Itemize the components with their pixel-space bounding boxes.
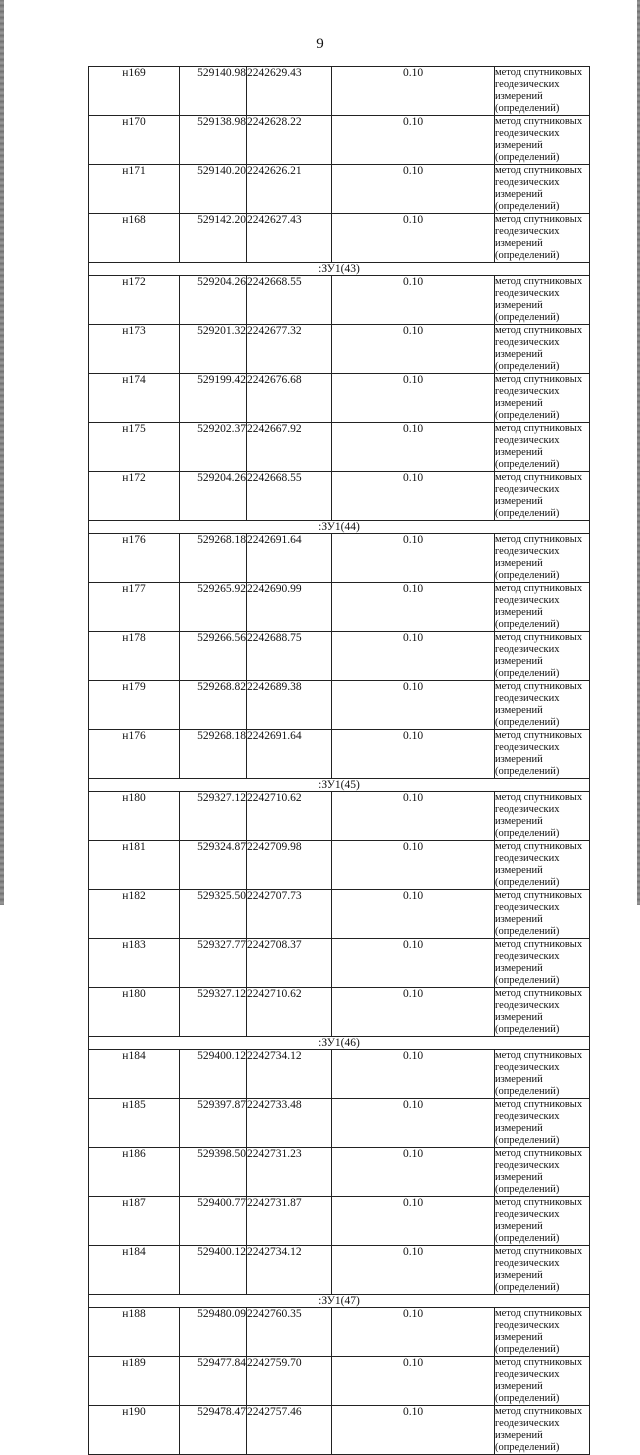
table-row xyxy=(89,681,590,730)
accuracy-cell: 0.10 xyxy=(332,890,495,939)
section-label: :ЗУ1(45) xyxy=(89,779,590,792)
x-coordinate-cell: 529265.92 xyxy=(180,583,247,632)
method-cell: метод спутниковых геодезических измерений (определений) xyxy=(495,1308,590,1357)
coordinates-table xyxy=(88,66,590,1455)
point-name-cell: н180 xyxy=(89,988,180,1037)
accuracy-cell: 0.10 xyxy=(332,792,495,841)
section-row xyxy=(89,521,590,534)
point-name-cell: н178 xyxy=(89,632,180,681)
table-row xyxy=(89,374,590,423)
y-coordinate-cell: 2242690.99 xyxy=(247,583,332,632)
y-coordinate-cell: 2242668.55 xyxy=(247,276,332,325)
table-row xyxy=(89,325,590,374)
table-row xyxy=(89,939,590,988)
table-row xyxy=(89,472,590,521)
point-name-cell: н186 xyxy=(89,1148,180,1197)
x-coordinate-cell: 529268.18 xyxy=(180,730,247,779)
y-coordinate-cell: 2242676.68 xyxy=(247,374,332,423)
accuracy-cell: 0.10 xyxy=(332,472,495,521)
section-row xyxy=(89,779,590,792)
method-cell: метод спутниковых геодезических измерений (определений) xyxy=(495,165,590,214)
x-coordinate-cell: 529327.12 xyxy=(180,988,247,1037)
point-name-cell: н188 xyxy=(89,1308,180,1357)
accuracy-cell: 0.10 xyxy=(332,681,495,730)
method-cell: метод спутниковых геодезических измерений (определений) xyxy=(495,276,590,325)
accuracy-cell: 0.10 xyxy=(332,423,495,472)
scan-edge-left xyxy=(0,0,4,905)
method-cell: метод спутниковых геодезических измерений (определений) xyxy=(495,325,590,374)
y-coordinate-cell: 2242734.12 xyxy=(247,1246,332,1295)
y-coordinate-cell: 2242691.64 xyxy=(247,730,332,779)
y-coordinate-cell: 2242667.92 xyxy=(247,423,332,472)
x-coordinate-cell: 529202.37 xyxy=(180,423,247,472)
x-coordinate-cell: 529324.87 xyxy=(180,841,247,890)
point-name-cell: н172 xyxy=(89,472,180,521)
point-name-cell: н168 xyxy=(89,214,180,263)
section-label: :ЗУ1(47) xyxy=(89,1295,590,1308)
x-coordinate-cell: 529268.82 xyxy=(180,681,247,730)
section-row xyxy=(89,263,590,276)
point-name-cell: н184 xyxy=(89,1246,180,1295)
accuracy-cell: 0.10 xyxy=(332,1357,495,1406)
point-name-cell: н189 xyxy=(89,1357,180,1406)
table-row xyxy=(89,214,590,263)
section-label: :ЗУ1(44) xyxy=(89,521,590,534)
accuracy-cell: 0.10 xyxy=(332,988,495,1037)
point-name-cell: н187 xyxy=(89,1197,180,1246)
point-name-cell: н171 xyxy=(89,165,180,214)
point-name-cell: н182 xyxy=(89,890,180,939)
x-coordinate-cell: 529142.20 xyxy=(180,214,247,263)
table-row xyxy=(89,534,590,583)
method-cell: метод спутниковых геодезических измерений (определений) xyxy=(495,472,590,521)
accuracy-cell: 0.10 xyxy=(332,1197,495,1246)
accuracy-cell: 0.10 xyxy=(332,1099,495,1148)
x-coordinate-cell: 529400.12 xyxy=(180,1050,247,1099)
y-coordinate-cell: 2242733.48 xyxy=(247,1099,332,1148)
y-coordinate-cell: 2242691.64 xyxy=(247,534,332,583)
point-name-cell: н176 xyxy=(89,534,180,583)
accuracy-cell: 0.10 xyxy=(332,1246,495,1295)
x-coordinate-cell: 529138.98 xyxy=(180,116,247,165)
table-row xyxy=(89,730,590,779)
accuracy-cell: 0.10 xyxy=(332,214,495,263)
point-name-cell: н177 xyxy=(89,583,180,632)
method-cell: метод спутниковых геодезических измерений (определений) xyxy=(495,988,590,1037)
method-cell: метод спутниковых геодезических измерений (определений) xyxy=(495,1050,590,1099)
accuracy-cell: 0.10 xyxy=(332,1406,495,1455)
accuracy-cell: 0.10 xyxy=(332,325,495,374)
method-cell: метод спутниковых геодезических измерений (определений) xyxy=(495,792,590,841)
table-row xyxy=(89,67,590,116)
method-cell: метод спутниковых геодезических измерений (определений) xyxy=(495,730,590,779)
x-coordinate-cell: 529478.47 xyxy=(180,1406,247,1455)
method-cell: метод спутниковых геодезических измерений (определений) xyxy=(495,583,590,632)
table-row xyxy=(89,632,590,681)
table-row xyxy=(89,423,590,472)
y-coordinate-cell: 2242710.62 xyxy=(247,792,332,841)
method-cell: метод спутниковых геодезических измерений (определений) xyxy=(495,1099,590,1148)
y-coordinate-cell: 2242628.22 xyxy=(247,116,332,165)
method-cell: метод спутниковых геодезических измерений (определений) xyxy=(495,1357,590,1406)
x-coordinate-cell: 529268.18 xyxy=(180,534,247,583)
x-coordinate-cell: 529266.56 xyxy=(180,632,247,681)
y-coordinate-cell: 2242677.32 xyxy=(247,325,332,374)
method-cell: метод спутниковых геодезических измерений (определений) xyxy=(495,632,590,681)
method-cell: метод спутниковых геодезических измерений (определений) xyxy=(495,1148,590,1197)
table-row xyxy=(89,583,590,632)
section-row xyxy=(89,1295,590,1308)
y-coordinate-cell: 2242759.70 xyxy=(247,1357,332,1406)
point-name-cell: н179 xyxy=(89,681,180,730)
point-name-cell: н181 xyxy=(89,841,180,890)
x-coordinate-cell: 529477.84 xyxy=(180,1357,247,1406)
accuracy-cell: 0.10 xyxy=(332,116,495,165)
y-coordinate-cell: 2242668.55 xyxy=(247,472,332,521)
x-coordinate-cell: 529327.77 xyxy=(180,939,247,988)
method-cell: метод спутниковых геодезических измерений (определений) xyxy=(495,214,590,263)
method-cell: метод спутниковых геодезических измерений (определений) xyxy=(495,841,590,890)
x-coordinate-cell: 529204.26 xyxy=(180,276,247,325)
x-coordinate-cell: 529325.50 xyxy=(180,890,247,939)
method-cell: метод спутниковых геодезических измерений (определений) xyxy=(495,534,590,583)
point-name-cell: н185 xyxy=(89,1099,180,1148)
y-coordinate-cell: 2242709.98 xyxy=(247,841,332,890)
point-name-cell: н183 xyxy=(89,939,180,988)
point-name-cell: н190 xyxy=(89,1406,180,1455)
point-name-cell: н173 xyxy=(89,325,180,374)
point-name-cell: н174 xyxy=(89,374,180,423)
y-coordinate-cell: 2242627.43 xyxy=(247,214,332,263)
accuracy-cell: 0.10 xyxy=(332,1148,495,1197)
table-row xyxy=(89,1148,590,1197)
method-cell: метод спутниковых геодезических измерений (определений) xyxy=(495,939,590,988)
accuracy-cell: 0.10 xyxy=(332,374,495,423)
method-cell: метод спутниковых геодезических измерений (определений) xyxy=(495,374,590,423)
y-coordinate-cell: 2242710.62 xyxy=(247,988,332,1037)
method-cell: метод спутниковых геодезических измерений (определений) xyxy=(495,67,590,116)
x-coordinate-cell: 529327.12 xyxy=(180,792,247,841)
table-row xyxy=(89,1099,590,1148)
x-coordinate-cell: 529201.32 xyxy=(180,325,247,374)
y-coordinate-cell: 2242707.73 xyxy=(247,890,332,939)
y-coordinate-cell: 2242626.21 xyxy=(247,165,332,214)
accuracy-cell: 0.10 xyxy=(332,67,495,116)
accuracy-cell: 0.10 xyxy=(332,276,495,325)
accuracy-cell: 0.10 xyxy=(332,841,495,890)
method-cell: метод спутниковых геодезических измерений (определений) xyxy=(495,116,590,165)
accuracy-cell: 0.10 xyxy=(332,534,495,583)
table-row xyxy=(89,276,590,325)
method-cell: метод спутниковых геодезических измерений (определений) xyxy=(495,890,590,939)
y-coordinate-cell: 2242757.46 xyxy=(247,1406,332,1455)
x-coordinate-cell: 529140.20 xyxy=(180,165,247,214)
x-coordinate-cell: 529397.87 xyxy=(180,1099,247,1148)
accuracy-cell: 0.10 xyxy=(332,632,495,681)
section-row xyxy=(89,1037,590,1050)
point-name-cell: н170 xyxy=(89,116,180,165)
x-coordinate-cell: 529199.42 xyxy=(180,374,247,423)
point-name-cell: н184 xyxy=(89,1050,180,1099)
section-label: :ЗУ1(46) xyxy=(89,1037,590,1050)
method-cell: метод спутниковых геодезических измерений (определений) xyxy=(495,1197,590,1246)
y-coordinate-cell: 2242731.23 xyxy=(247,1148,332,1197)
table-row xyxy=(89,116,590,165)
table-row xyxy=(89,1406,590,1455)
method-cell: метод спутниковых геодезических измерений (определений) xyxy=(495,1246,590,1295)
table-row xyxy=(89,988,590,1037)
y-coordinate-cell: 2242734.12 xyxy=(247,1050,332,1099)
table-row xyxy=(89,1197,590,1246)
accuracy-cell: 0.10 xyxy=(332,730,495,779)
accuracy-cell: 0.10 xyxy=(332,939,495,988)
point-name-cell: н180 xyxy=(89,792,180,841)
y-coordinate-cell: 2242689.38 xyxy=(247,681,332,730)
y-coordinate-cell: 2242731.87 xyxy=(247,1197,332,1246)
method-cell: метод спутниковых геодезических измерений (определений) xyxy=(495,423,590,472)
x-coordinate-cell: 529140.98 xyxy=(180,67,247,116)
point-name-cell: н172 xyxy=(89,276,180,325)
section-label: :ЗУ1(43) xyxy=(89,263,590,276)
table-row xyxy=(89,1357,590,1406)
point-name-cell: н169 xyxy=(89,67,180,116)
accuracy-cell: 0.10 xyxy=(332,1308,495,1357)
x-coordinate-cell: 529400.12 xyxy=(180,1246,247,1295)
x-coordinate-cell: 529204.26 xyxy=(180,472,247,521)
x-coordinate-cell: 529400.77 xyxy=(180,1197,247,1246)
method-cell: метод спутниковых геодезических измерений (определений) xyxy=(495,1406,590,1455)
y-coordinate-cell: 2242629.43 xyxy=(247,67,332,116)
coordinates-table-body xyxy=(89,67,590,1455)
accuracy-cell: 0.10 xyxy=(332,165,495,214)
table-row xyxy=(89,841,590,890)
x-coordinate-cell: 529398.50 xyxy=(180,1148,247,1197)
table-row xyxy=(89,890,590,939)
accuracy-cell: 0.10 xyxy=(332,583,495,632)
y-coordinate-cell: 2242688.75 xyxy=(247,632,332,681)
table-row xyxy=(89,1246,590,1295)
x-coordinate-cell: 529480.09 xyxy=(180,1308,247,1357)
y-coordinate-cell: 2242708.37 xyxy=(247,939,332,988)
point-name-cell: н175 xyxy=(89,423,180,472)
method-cell: метод спутниковых геодезических измерений (определений) xyxy=(495,681,590,730)
table-row xyxy=(89,1050,590,1099)
accuracy-cell: 0.10 xyxy=(332,1050,495,1099)
table-row xyxy=(89,1308,590,1357)
page-number: 9 xyxy=(316,36,324,52)
point-name-cell: н176 xyxy=(89,730,180,779)
table-row xyxy=(89,792,590,841)
table-row xyxy=(89,165,590,214)
y-coordinate-cell: 2242760.35 xyxy=(247,1308,332,1357)
